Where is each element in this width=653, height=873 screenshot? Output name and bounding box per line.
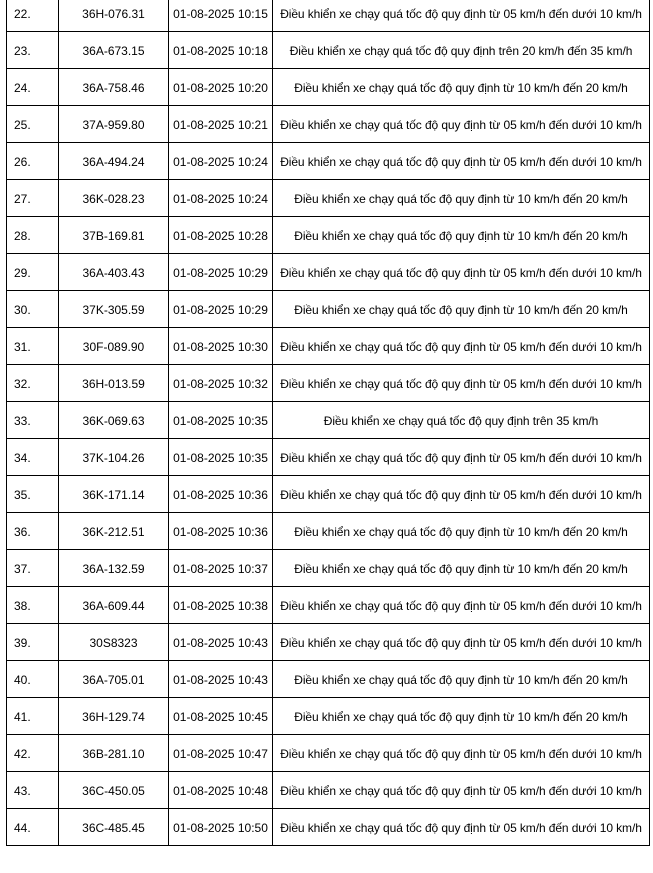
row-number-cell — [7, 476, 59, 513]
violation-description-cell — [273, 328, 650, 365]
violation-time-text: 01-08-2025 10:28 — [173, 229, 268, 243]
violation-time-text: 01-08-2025 10:43 — [173, 673, 268, 687]
license-plate-cell — [59, 402, 169, 439]
violation-time-text: 01-08-2025 10:36 — [173, 488, 268, 502]
table-row — [7, 180, 650, 217]
violation-time-cell — [169, 143, 273, 180]
violation-time-text: 01-08-2025 10:38 — [173, 599, 268, 613]
violation-description-cell — [273, 439, 650, 476]
license-plate-text: 36H-129.74 — [82, 710, 145, 724]
row-number-text: 44. — [14, 821, 31, 835]
row-number-cell — [7, 439, 59, 476]
row-number-text: 29. — [14, 266, 31, 280]
license-plate-cell — [59, 291, 169, 328]
violation-time-cell — [169, 587, 273, 624]
violation-description-text: Điều khiển xe chạy quá tốc độ quy định từ 05 km/h đến dưới 10 km/h — [280, 266, 642, 280]
row-number-text: 22. — [14, 7, 31, 21]
row-number-cell — [7, 735, 59, 772]
row-number-text: 37. — [14, 562, 31, 576]
row-number-text: 42. — [14, 747, 31, 761]
row-number-cell — [7, 365, 59, 402]
table-row — [7, 291, 650, 328]
violation-time-cell — [169, 513, 273, 550]
license-plate-text: 36A-705.01 — [82, 673, 145, 687]
row-number-text: 40. — [14, 673, 31, 687]
license-plate-cell — [59, 513, 169, 550]
license-plate-text: 36C-450.05 — [82, 784, 145, 798]
row-number-text: 23. — [14, 44, 31, 58]
license-plate-cell — [59, 0, 169, 32]
row-number-text: 39. — [14, 636, 31, 650]
violation-description-cell — [273, 180, 650, 217]
violation-description-cell — [273, 735, 650, 772]
license-plate-text: 30F-089.90 — [82, 340, 145, 354]
table-row — [7, 772, 650, 809]
license-plate-cell — [59, 254, 169, 291]
violation-description-cell — [273, 106, 650, 143]
table-row — [7, 402, 650, 439]
license-plate-cell — [59, 772, 169, 809]
violation-time-cell — [169, 32, 273, 69]
violation-description-cell — [273, 254, 650, 291]
violation-time-cell — [169, 698, 273, 735]
violation-description-cell — [273, 550, 650, 587]
license-plate-cell — [59, 143, 169, 180]
license-plate-cell — [59, 328, 169, 365]
row-number-cell — [7, 143, 59, 180]
license-plate-cell — [59, 587, 169, 624]
violation-time-text: 01-08-2025 10:29 — [173, 266, 268, 280]
license-plate-text: 36A-132.59 — [82, 562, 145, 576]
license-plate-cell — [59, 698, 169, 735]
license-plate-text: 36C-485.45 — [82, 821, 145, 835]
license-plate-text: 36K-069.63 — [82, 414, 145, 428]
violation-time-text: 01-08-2025 10:35 — [173, 451, 268, 465]
violation-description-text: Điều khiển xe chạy quá tốc độ quy định từ 05 km/h đến dưới 10 km/h — [280, 340, 642, 354]
violation-time-text: 01-08-2025 10:32 — [173, 377, 268, 391]
violation-description-text: Điều khiển xe chạy quá tốc độ quy định từ 05 km/h đến dưới 10 km/h — [280, 7, 642, 21]
table-row — [7, 143, 650, 180]
table-row — [7, 698, 650, 735]
violation-description-text: Điều khiển xe chạy quá tốc độ quy định từ 05 km/h đến dưới 10 km/h — [280, 488, 642, 502]
license-plate-text: 30S8323 — [89, 636, 138, 650]
row-number-cell — [7, 106, 59, 143]
violation-description-text: Điều khiển xe chạy quá tốc độ quy định từ 05 km/h đến dưới 10 km/h — [280, 377, 642, 391]
violation-description-text: Điều khiển xe chạy quá tốc độ quy định trên 35 km/h — [323, 414, 599, 428]
violation-time-cell — [169, 809, 273, 846]
license-plate-text: 36K-171.14 — [82, 488, 145, 502]
table-row — [7, 217, 650, 254]
violation-time-text: 01-08-2025 10:15 — [173, 7, 268, 21]
violation-description-cell — [273, 587, 650, 624]
violation-time-text: 01-08-2025 10:29 — [173, 303, 268, 317]
violation-description-cell — [273, 772, 650, 809]
violation-description-cell — [273, 0, 650, 32]
violation-time-cell — [169, 217, 273, 254]
violation-description-text: Điều khiển xe chạy quá tốc độ quy định từ 05 km/h đến dưới 10 km/h — [280, 636, 642, 650]
violation-time-cell — [169, 365, 273, 402]
table-row — [7, 0, 650, 32]
violations-table — [6, 0, 650, 846]
violation-time-text: 01-08-2025 10:37 — [173, 562, 268, 576]
violation-time-text: 01-08-2025 10:24 — [173, 155, 268, 169]
table-row — [7, 735, 650, 772]
violation-description-text: Điều khiển xe chạy quá tốc độ quy định từ 05 km/h đến dưới 10 km/h — [280, 118, 642, 132]
violation-time-text: 01-08-2025 10:35 — [173, 414, 268, 428]
violation-time-cell — [169, 0, 273, 32]
table-row — [7, 809, 650, 846]
violation-time-text: 01-08-2025 10:48 — [173, 784, 268, 798]
license-plate-cell — [59, 180, 169, 217]
row-number-cell — [7, 661, 59, 698]
license-plate-cell — [59, 809, 169, 846]
violation-description-text: Điều khiển xe chạy quá tốc độ quy định từ 10 km/h đến 20 km/h — [294, 562, 628, 576]
license-plate-cell — [59, 217, 169, 254]
violation-time-text: 01-08-2025 10:30 — [173, 340, 268, 354]
license-plate-text: 37A-959.80 — [82, 118, 145, 132]
row-number-cell — [7, 32, 59, 69]
violation-time-cell — [169, 402, 273, 439]
license-plate-cell — [59, 735, 169, 772]
violation-time-text: 01-08-2025 10:47 — [173, 747, 268, 761]
violation-description-text: Điều khiển xe chạy quá tốc độ quy định trên 20 km/h đến 35 km/h — [289, 44, 633, 58]
license-plate-text: 36B-281.10 — [82, 747, 145, 761]
row-number-cell — [7, 180, 59, 217]
violation-description-cell — [273, 365, 650, 402]
row-number-text: 41. — [14, 710, 31, 724]
violation-description-text: Điều khiển xe chạy quá tốc độ quy định từ 05 km/h đến dưới 10 km/h — [280, 451, 642, 465]
license-plate-cell — [59, 32, 169, 69]
row-number-text: 31. — [14, 340, 31, 354]
row-number-cell — [7, 698, 59, 735]
violation-description-cell — [273, 476, 650, 513]
license-plate-text: 36K-212.51 — [82, 525, 145, 539]
violation-description-text: Điều khiển xe chạy quá tốc độ quy định từ 10 km/h đến 20 km/h — [294, 229, 628, 243]
table-row — [7, 365, 650, 402]
license-plate-text: 36A-494.24 — [82, 155, 145, 169]
license-plate-cell — [59, 661, 169, 698]
row-number-text: 33. — [14, 414, 31, 428]
violation-time-text: 01-08-2025 10:50 — [173, 821, 268, 835]
license-plate-text: 36H-076.31 — [82, 7, 145, 21]
row-number-cell — [7, 402, 59, 439]
violation-description-cell — [273, 661, 650, 698]
table-row — [7, 254, 650, 291]
violation-time-cell — [169, 106, 273, 143]
license-plate-cell — [59, 476, 169, 513]
table-row — [7, 32, 650, 69]
violation-description-text: Điều khiển xe chạy quá tốc độ quy định từ 05 km/h đến dưới 10 km/h — [280, 747, 642, 761]
row-number-text: 43. — [14, 784, 31, 798]
license-plate-cell — [59, 69, 169, 106]
table-row — [7, 661, 650, 698]
row-number-cell — [7, 328, 59, 365]
violation-description-text: Điều khiển xe chạy quá tốc độ quy định từ 10 km/h đến 20 km/h — [294, 525, 628, 539]
table-row — [7, 624, 650, 661]
violation-time-cell — [169, 735, 273, 772]
license-plate-cell — [59, 439, 169, 476]
row-number-cell — [7, 587, 59, 624]
violation-description-text: Điều khiển xe chạy quá tốc độ quy định từ 10 km/h đến 20 km/h — [294, 303, 628, 317]
row-number-text: 24. — [14, 81, 31, 95]
row-number-cell — [7, 513, 59, 550]
violation-description-cell — [273, 809, 650, 846]
violation-description-text: Điều khiển xe chạy quá tốc độ quy định từ 10 km/h đến 20 km/h — [294, 673, 628, 687]
violation-time-cell — [169, 624, 273, 661]
license-plate-cell — [59, 550, 169, 587]
violation-description-text: Điều khiển xe chạy quá tốc độ quy định từ 10 km/h đến 20 km/h — [294, 192, 628, 206]
violation-time-text: 01-08-2025 10:20 — [173, 81, 268, 95]
violation-time-cell — [169, 69, 273, 106]
row-number-cell — [7, 809, 59, 846]
row-number-text: 36. — [14, 525, 31, 539]
violation-description-cell — [273, 624, 650, 661]
row-number-cell — [7, 69, 59, 106]
violation-time-cell — [169, 772, 273, 809]
license-plate-text: 36A-403.43 — [82, 266, 145, 280]
violation-description-cell — [273, 217, 650, 254]
row-number-text: 32. — [14, 377, 31, 391]
row-number-cell — [7, 0, 59, 32]
table-row — [7, 587, 650, 624]
row-number-cell — [7, 624, 59, 661]
violation-time-cell — [169, 550, 273, 587]
violation-description-text: Điều khiển xe chạy quá tốc độ quy định từ 10 km/h đến 20 km/h — [294, 81, 628, 95]
violation-description-cell — [273, 698, 650, 735]
violation-time-cell — [169, 291, 273, 328]
row-number-text: 35. — [14, 488, 31, 502]
table-row — [7, 439, 650, 476]
violation-description-text: Điều khiển xe chạy quá tốc độ quy định từ 05 km/h đến dưới 10 km/h — [280, 784, 642, 798]
license-plate-text: 37B-169.81 — [82, 229, 145, 243]
violation-time-text: 01-08-2025 10:43 — [173, 636, 268, 650]
violation-time-cell — [169, 254, 273, 291]
table-row — [7, 476, 650, 513]
violation-description-cell — [273, 291, 650, 328]
violation-description-cell — [273, 32, 650, 69]
license-plate-cell — [59, 624, 169, 661]
violation-time-cell — [169, 476, 273, 513]
table-row — [7, 69, 650, 106]
violation-description-cell — [273, 513, 650, 550]
violation-description-text: Điều khiển xe chạy quá tốc độ quy định từ 05 km/h đến dưới 10 km/h — [280, 821, 642, 835]
license-plate-cell — [59, 106, 169, 143]
license-plate-text: 36A-609.44 — [82, 599, 145, 613]
license-plate-text: 36A-673.15 — [82, 44, 145, 58]
violation-description-cell — [273, 69, 650, 106]
row-number-text: 27. — [14, 192, 31, 206]
license-plate-text: 36A-758.46 — [82, 81, 145, 95]
row-number-cell — [7, 550, 59, 587]
row-number-text: 28. — [14, 229, 31, 243]
violation-time-text: 01-08-2025 10:21 — [173, 118, 268, 132]
violation-time-text: 01-08-2025 10:18 — [173, 44, 268, 58]
violation-time-cell — [169, 661, 273, 698]
violation-time-cell — [169, 180, 273, 217]
row-number-text: 30. — [14, 303, 31, 317]
license-plate-text: 37K-305.59 — [82, 303, 145, 317]
violation-time-cell — [169, 439, 273, 476]
row-number-text: 26. — [14, 155, 31, 169]
license-plate-cell — [59, 365, 169, 402]
violation-description-cell — [273, 143, 650, 180]
row-number-text: 34. — [14, 451, 31, 465]
row-number-text: 25. — [14, 118, 31, 132]
violation-description-text: Điều khiển xe chạy quá tốc độ quy định từ 05 km/h đến dưới 10 km/h — [280, 599, 642, 613]
violation-description-cell — [273, 402, 650, 439]
license-plate-text: 36H-013.59 — [82, 377, 145, 391]
row-number-cell — [7, 291, 59, 328]
table-row — [7, 328, 650, 365]
license-plate-text: 36K-028.23 — [82, 192, 145, 206]
row-number-text: 38. — [14, 599, 31, 613]
license-plate-text: 37K-104.26 — [82, 451, 145, 465]
violation-description-text: Điều khiển xe chạy quá tốc độ quy định từ 10 km/h đến 20 km/h — [294, 710, 628, 724]
violation-description-text: Điều khiển xe chạy quá tốc độ quy định từ 05 km/h đến dưới 10 km/h — [280, 155, 642, 169]
row-number-cell — [7, 217, 59, 254]
violation-time-text: 01-08-2025 10:24 — [173, 192, 268, 206]
violations-table-body — [7, 0, 650, 846]
table-row — [7, 550, 650, 587]
violation-time-text: 01-08-2025 10:36 — [173, 525, 268, 539]
table-row — [7, 513, 650, 550]
row-number-cell — [7, 254, 59, 291]
row-number-cell — [7, 772, 59, 809]
violation-time-cell — [169, 328, 273, 365]
violation-time-text: 01-08-2025 10:45 — [173, 710, 268, 724]
table-row — [7, 106, 650, 143]
